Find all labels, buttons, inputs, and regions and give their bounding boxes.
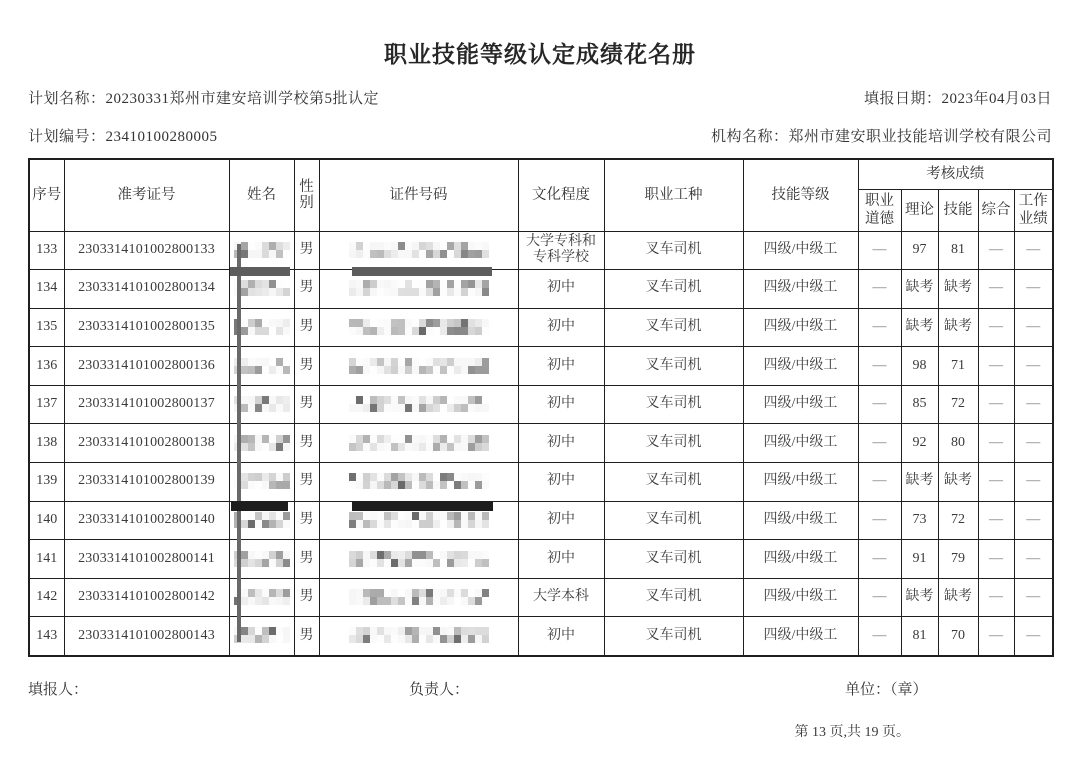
- page-number-info: 第 13 页,共 19 页。: [794, 725, 910, 740]
- report-date-value: 2023年04月03日: [941, 91, 1052, 107]
- cell-occupation: 叉车司机: [604, 347, 743, 386]
- cell-ethics-score: —: [858, 540, 901, 579]
- cell-work-score: —: [1014, 463, 1053, 502]
- cell-work-score: —: [1014, 501, 1053, 540]
- org-name-value: 郑州市建安职业技能培训学校有限公司: [788, 129, 1052, 145]
- cell-ticket: 2303314101002800143: [64, 617, 229, 656]
- cell-seq: 140: [29, 501, 64, 540]
- cell-id-redacted: [319, 424, 518, 463]
- cell-education: 大学专科和专科学校: [518, 231, 604, 270]
- cell-education: 初中: [518, 385, 604, 424]
- col-header-ethics: 职业道德: [858, 189, 901, 231]
- cell-ethics-score: —: [858, 463, 901, 502]
- cell-seq: 136: [29, 347, 64, 386]
- cell-seq: 134: [29, 270, 64, 309]
- cell-gender: 男: [294, 424, 319, 463]
- signature-row: [0, 678, 1080, 698]
- cell-seq: 142: [29, 578, 64, 617]
- id-redaction-mosaic: [349, 242, 489, 258]
- cell-id-redacted: [319, 308, 518, 347]
- cell-seq: 135: [29, 308, 64, 347]
- cell-ticket: 2303314101002800142: [64, 578, 229, 617]
- cell-occupation: 叉车司机: [604, 308, 743, 347]
- cell-gender: 男: [294, 578, 319, 617]
- cell-theory-score: 缺考: [901, 578, 938, 617]
- cell-comprehensive-score: —: [978, 347, 1014, 386]
- cell-work-score: —: [1014, 424, 1053, 463]
- cell-education: 大学本科: [518, 578, 604, 617]
- table-row: [29, 308, 1053, 347]
- table-row: [29, 424, 1053, 463]
- cell-id-redacted: [319, 385, 518, 424]
- cell-ticket: 2303314101002800141: [64, 540, 229, 579]
- cell-comprehensive-score: —: [978, 385, 1014, 424]
- cell-comprehensive-score: —: [978, 501, 1014, 540]
- table-row: [29, 347, 1053, 386]
- report-date-label: 填报日期：: [863, 91, 942, 107]
- name-redaction-mosaic: [234, 473, 290, 489]
- cell-skill-score: 缺考: [938, 578, 978, 617]
- cell-work-score: —: [1014, 578, 1053, 617]
- cell-seq: 139: [29, 463, 64, 502]
- id-redaction-mosaic: [349, 358, 489, 374]
- cell-theory-score: 缺考: [901, 308, 938, 347]
- cell-education: 初中: [518, 270, 604, 309]
- id-redaction-mosaic: [349, 627, 489, 643]
- col-header-seq: 序号: [29, 159, 64, 231]
- id-redaction-mosaic: [349, 589, 489, 605]
- name-redaction-mosaic: [234, 280, 290, 296]
- table-row: [29, 617, 1053, 656]
- cell-ticket: 2303314101002800135: [64, 308, 229, 347]
- cell-gender: 男: [294, 270, 319, 309]
- gray-redaction-bar-id: [352, 267, 492, 276]
- table-row: [29, 231, 1053, 270]
- name-redaction-mosaic: [234, 627, 290, 643]
- cell-ticket: 2303314101002800134: [64, 270, 229, 309]
- cell-comprehensive-score: —: [978, 424, 1014, 463]
- cell-skill-score: 缺考: [938, 270, 978, 309]
- id-redaction-mosaic: [349, 473, 489, 489]
- vertical-redaction-bar: [237, 244, 241, 642]
- col-header-id-number: 证件号码: [319, 159, 518, 231]
- cell-gender: 男: [294, 617, 319, 656]
- cell-id-redacted: [319, 231, 518, 270]
- cell-skill-level: 四级/中级工: [743, 501, 858, 540]
- cell-work-score: —: [1014, 231, 1053, 270]
- cell-education: 初中: [518, 347, 604, 386]
- cell-seq: 138: [29, 424, 64, 463]
- cell-skill-level: 四级/中级工: [743, 231, 858, 270]
- unit-seal-label: 单位：（章）: [845, 682, 928, 698]
- cell-theory-score: 91: [901, 540, 938, 579]
- cell-ticket: 2303314101002800133: [64, 231, 229, 270]
- cell-seq: 141: [29, 540, 64, 579]
- cell-occupation: 叉车司机: [604, 231, 743, 270]
- cell-theory-score: 81: [901, 617, 938, 656]
- black-redaction-bar-name: [231, 501, 288, 511]
- cell-skill-level: 四级/中级工: [743, 540, 858, 579]
- table-row: [29, 463, 1053, 502]
- table-header: [29, 159, 1053, 231]
- cell-gender: 男: [294, 347, 319, 386]
- cell-occupation: 叉车司机: [604, 617, 743, 656]
- plan-name-label: 计划名称：: [28, 91, 106, 107]
- org-name-field: [711, 125, 1052, 146]
- name-redaction-mosaic: [234, 589, 290, 605]
- cell-skill-score: 80: [938, 424, 978, 463]
- cell-occupation: 叉车司机: [604, 501, 743, 540]
- col-header-gender: 性别: [294, 159, 319, 231]
- cell-work-score: —: [1014, 270, 1053, 309]
- table-row: [29, 501, 1053, 540]
- cell-education: 初中: [518, 463, 604, 502]
- cell-occupation: 叉车司机: [604, 540, 743, 579]
- cell-ticket: 2303314101002800139: [64, 463, 229, 502]
- cell-theory-score: 缺考: [901, 270, 938, 309]
- id-redaction-mosaic: [349, 280, 489, 296]
- cell-comprehensive-score: —: [978, 231, 1014, 270]
- cell-work-score: —: [1014, 385, 1053, 424]
- score-table-body: [29, 231, 1053, 656]
- cell-occupation: 叉车司机: [604, 385, 743, 424]
- cell-skill-level: 四级/中级工: [743, 270, 858, 309]
- cell-work-score: —: [1014, 308, 1053, 347]
- cell-ticket: 2303314101002800137: [64, 385, 229, 424]
- cell-ethics-score: —: [858, 578, 901, 617]
- cell-skill-score: 缺考: [938, 308, 978, 347]
- report-date-field: [864, 87, 1052, 108]
- black-redaction-bar-id: [352, 501, 493, 511]
- cell-education: 初中: [518, 501, 604, 540]
- cell-id-redacted: [319, 463, 518, 502]
- cell-skill-level: 四级/中级工: [743, 463, 858, 502]
- manager-label: 负责人：: [409, 682, 470, 698]
- cell-skill-level: 四级/中级工: [743, 385, 858, 424]
- score-table-grid: [28, 158, 1054, 657]
- name-redaction-mosaic: [234, 435, 290, 451]
- table-row: [29, 540, 1053, 579]
- cell-comprehensive-score: —: [978, 540, 1014, 579]
- col-header-skill: 技能: [938, 189, 978, 231]
- cell-education: 初中: [518, 424, 604, 463]
- table-row: [29, 578, 1053, 617]
- cell-skill-level: 四级/中级工: [743, 347, 858, 386]
- cell-skill-level: 四级/中级工: [743, 617, 858, 656]
- table-row: [29, 270, 1053, 309]
- plan-name-field: [28, 87, 379, 108]
- meta-row-2: [28, 125, 1052, 146]
- cell-education: 初中: [518, 308, 604, 347]
- cell-skill-score: 81: [938, 231, 978, 270]
- org-name-label: 机构名称：: [710, 129, 789, 145]
- cell-theory-score: 缺考: [901, 463, 938, 502]
- cell-occupation: 叉车司机: [604, 463, 743, 502]
- cell-gender: 男: [294, 231, 319, 270]
- cell-seq: 143: [29, 617, 64, 656]
- col-header-name: 姓名: [229, 159, 294, 231]
- id-redaction-mosaic: [349, 435, 489, 451]
- col-header-education: 文化程度: [518, 159, 604, 231]
- cell-theory-score: 97: [901, 231, 938, 270]
- plan-code-value: 23410100280005: [105, 129, 218, 145]
- cell-work-score: —: [1014, 540, 1053, 579]
- cell-education: 初中: [518, 540, 604, 579]
- col-header-ticket: 准考证号: [64, 159, 229, 231]
- cell-ethics-score: —: [858, 501, 901, 540]
- cell-id-redacted: [319, 347, 518, 386]
- col-header-skill-level: 技能等级: [743, 159, 858, 231]
- cell-skill-score: 缺考: [938, 463, 978, 502]
- cell-seq: 137: [29, 385, 64, 424]
- cell-ethics-score: —: [858, 231, 901, 270]
- cell-skill-score: 72: [938, 385, 978, 424]
- cell-comprehensive-score: —: [978, 308, 1014, 347]
- id-redaction-mosaic: [349, 551, 489, 567]
- cell-skill-score: 72: [938, 501, 978, 540]
- cell-comprehensive-score: —: [978, 270, 1014, 309]
- cell-work-score: —: [1014, 617, 1053, 656]
- cell-comprehensive-score: —: [978, 578, 1014, 617]
- cell-skill-score: 71: [938, 347, 978, 386]
- plan-name-value: 20230331郑州市建安培训学校第5批认定: [105, 91, 380, 107]
- name-redaction-mosaic: [234, 319, 290, 335]
- name-redaction-mosaic: [234, 551, 290, 567]
- cell-theory-score: 73: [901, 501, 938, 540]
- cell-seq: 133: [29, 231, 64, 270]
- cell-comprehensive-score: —: [978, 463, 1014, 502]
- plan-code-field: [28, 125, 218, 146]
- cell-ethics-score: —: [858, 347, 901, 386]
- cell-skill-level: 四级/中级工: [743, 308, 858, 347]
- id-redaction-mosaic: [349, 319, 489, 335]
- page-title: 职业技能等级认定成绩花名册: [384, 42, 696, 67]
- meta-row-1: [28, 87, 1052, 108]
- col-header-theory: 理论: [901, 189, 938, 231]
- filler-label: 填报人：: [28, 682, 89, 698]
- name-redaction-mosaic: [234, 358, 290, 374]
- cell-ethics-score: —: [858, 617, 901, 656]
- cell-ethics-score: —: [858, 308, 901, 347]
- cell-gender: 男: [294, 463, 319, 502]
- cell-ethics-score: —: [858, 270, 901, 309]
- cell-theory-score: 85: [901, 385, 938, 424]
- cell-id-redacted: [319, 617, 518, 656]
- col-header-comprehensive: 综合: [978, 189, 1014, 231]
- gray-redaction-bar-name: [230, 267, 290, 276]
- cell-occupation: 叉车司机: [604, 578, 743, 617]
- cell-ethics-score: —: [858, 385, 901, 424]
- col-header-work: 工作业绩: [1014, 189, 1053, 231]
- id-redaction-mosaic: [349, 512, 489, 528]
- cell-id-redacted: [319, 578, 518, 617]
- col-header-occupation: 职业工种: [604, 159, 743, 231]
- cell-skill-level: 四级/中级工: [743, 578, 858, 617]
- cell-occupation: 叉车司机: [604, 270, 743, 309]
- col-header-scores-group: 考核成绩: [858, 159, 1053, 189]
- name-redaction-mosaic: [234, 396, 290, 412]
- name-redaction-mosaic: [234, 512, 290, 528]
- cell-ticket: 2303314101002800136: [64, 347, 229, 386]
- score-table: [28, 158, 1054, 657]
- table-row: [29, 385, 1053, 424]
- cell-ethics-score: —: [858, 424, 901, 463]
- cell-work-score: —: [1014, 347, 1053, 386]
- name-redaction-mosaic: [234, 242, 290, 258]
- cell-theory-score: 92: [901, 424, 938, 463]
- cell-skill-level: 四级/中级工: [743, 424, 858, 463]
- cell-gender: 男: [294, 501, 319, 540]
- plan-code-label: 计划编号：: [28, 129, 106, 145]
- cell-education: 初中: [518, 617, 604, 656]
- cell-id-redacted: [319, 540, 518, 579]
- cell-comprehensive-score: —: [978, 617, 1014, 656]
- cell-skill-score: 79: [938, 540, 978, 579]
- cell-gender: 男: [294, 308, 319, 347]
- id-redaction-mosaic: [349, 396, 489, 412]
- cell-theory-score: 98: [901, 347, 938, 386]
- cell-ticket: 2303314101002800140: [64, 501, 229, 540]
- cell-occupation: 叉车司机: [604, 424, 743, 463]
- cell-gender: 男: [294, 540, 319, 579]
- cell-gender: 男: [294, 385, 319, 424]
- cell-skill-score: 70: [938, 617, 978, 656]
- cell-ticket: 2303314101002800138: [64, 424, 229, 463]
